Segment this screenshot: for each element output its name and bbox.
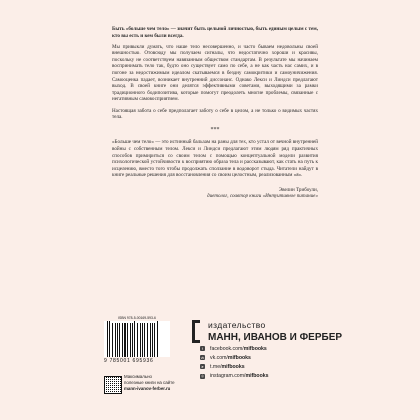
ean-number: 9 785001 695936 — [104, 358, 154, 364]
social-handle: mifbooks — [245, 373, 269, 380]
facebook-icon: f — [200, 346, 205, 351]
social-link-telegram[interactable] — [200, 362, 269, 371]
social-prefix: instagram.com/ — [210, 373, 246, 380]
qr-line-1: Максимально — [124, 374, 152, 379]
section-divider: *** — [210, 126, 220, 133]
quote-author: Эвелин Трибоули, — [278, 186, 318, 193]
isbn-number: ISBN 978-5-00169-593-6 — [118, 316, 156, 320]
barcode — [104, 316, 170, 364]
lead-paragraph: Быть «больше чем тело» — значит быть цельной личностью, быть единым целым с тем, кто вы есть и кем были всегда. — [112, 26, 318, 39]
social-link-vk[interactable] — [200, 353, 269, 362]
telegram-icon: ➤ — [201, 364, 204, 369]
social-prefix: t.me/ — [210, 363, 222, 370]
vk-icon: vk — [200, 355, 205, 360]
publisher-label: издательство — [208, 320, 266, 330]
social-prefix: vk.com/ — [210, 354, 228, 361]
qr-code-icon[interactable] — [104, 376, 122, 394]
quote-author-role: диетолог, соавтор книги «Интуитивное питание» — [207, 193, 318, 200]
barcode-bars — [104, 321, 170, 357]
publisher-name: МАНН, ИВАНОВ И ФЕРБЕР — [208, 332, 343, 343]
social-prefix: facebook.com/ — [210, 345, 244, 352]
social-links — [200, 344, 269, 381]
qr-site-link[interactable]: mann-ivanov-ferber.ru — [124, 386, 171, 391]
bracket-icon — [192, 320, 200, 343]
social-link-instagram[interactable] — [200, 372, 269, 381]
social-handle: mifbooks — [221, 363, 245, 370]
paragraph-2: Настоящая забота о себе предполагает заботу о себе в целом, а не только о видимых частях тела. — [112, 107, 318, 121]
social-link-facebook[interactable] — [200, 344, 269, 353]
social-handle: mifbooks — [243, 345, 267, 352]
instagram-icon: ◎ — [200, 374, 205, 379]
qr-line-2: полезные книги на сайте — [124, 380, 175, 385]
publisher-logo — [192, 320, 342, 343]
quote-paragraph: «Больше чем тело» — это истинный бальзам на раны для тех, кто устал от вечной внутренней войны с собственным телом. Лекси и Линдси предлагают этим людям ряд практичных способов примириться со своим телом с помощью концептуальной модели развития психологической устойчивости к восприятию образа тела и рассказывают, как стать на путь к исцелению, вместо того чтобы продолжать сползание в водоворот стыда. Читатели найдут в книге реальные решения для восстановления со своим целостным, реализованным «я». — [112, 139, 318, 179]
paragraph-1: Мы привыкли думать, что наше тело несовершенно, и часто бываем недовольны своей внешностью. Отовсюду мы получаем сигналы, что недостаточно хороши и красивы, поскольку не соответствуем навязанным обществом стандартам. В результате мы начинаем воспринимать тело так, будто оно существует само по себе, а не как часть нас самих, и в погоне за недостижимым идеалом скатываемся в бездну самокритики и самоуничижения. Самооценка падает, возникает внутренний диссонанс. Однако Лекси и Линдси предлагают выход. В своей книге они делятся эффективными советами, выходящими за рамки традиционного бодипозитива, которые помогут преодолеть многие проблемы, связанные с негативным самовосприятием. — [112, 43, 318, 103]
cover-text — [112, 26, 318, 200]
social-handle: mifbooks — [227, 354, 251, 361]
qr-caption — [124, 374, 175, 392]
